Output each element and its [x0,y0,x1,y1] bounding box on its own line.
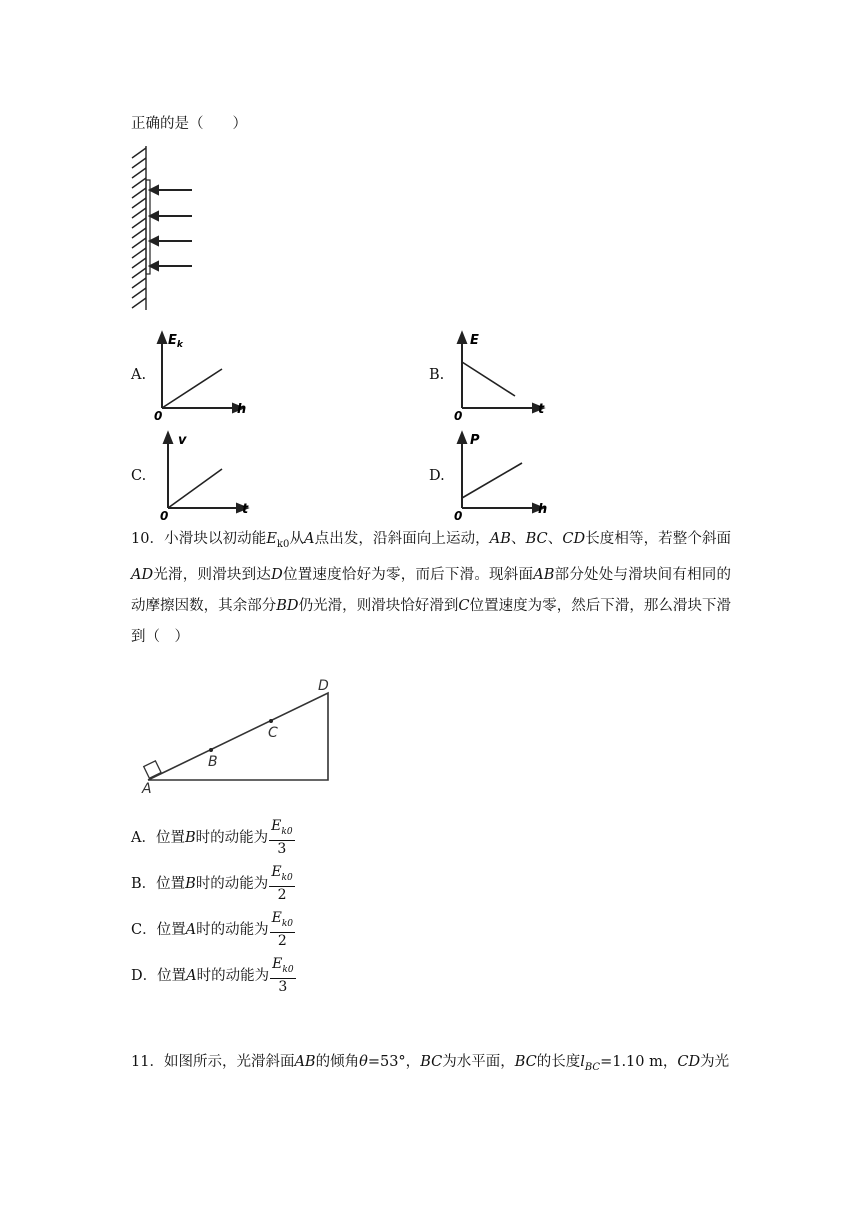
q9-option-a-letter: A. [131,367,147,383]
svg-text:P: P [470,433,480,448]
svg-text:t: t [242,502,249,517]
q9-option-d-graph [450,428,555,520]
q10-option-a: A．位置B时的动能为 $\frac{E_{k0}}{3}$ [131,818,293,857]
svg-text:h: h [538,502,548,517]
q10-option-b: B．位置B时的动能为 $\frac{E_{k0}}{2}$ [131,864,293,903]
svg-text:D: D [318,678,329,694]
svg-text:C: C [268,725,278,741]
svg-text:A: A [142,781,152,797]
svg-text:Ek: $E_k$ [168,333,183,350]
svg-text:0: 0 [154,409,163,420]
q11-stem: 11．如图所示，光滑斜面AB的倾角θ=53°，BC为水平面，BC的长度$l_{BC}=1.10$ m，CD为光 [131,1054,730,1073]
q9-option-b-letter: B. [429,367,445,383]
q10-stem: 10．小滑块以初动能$E_{k0}$从A点出发，沿斜面向上运动，AB、BC、CD长度相等，若整个斜面AD光滑，则滑块到达D位置速度恰好为零，而后下滑。现斜面AB部分处处与滑块间有相同的动摩擦因数，其余部分BD仍光滑，则滑块恰好滑到C位置速度为零，然后下滑，那么滑块下滑到（ ） [131,531,732,645]
q9-option-b-graph [450,328,555,420]
q9-option-a-graph [150,328,255,420]
svg-text:E: E [470,333,479,348]
q9-option-c-graph [154,428,259,520]
q9-stem-tail: 正确的是（ ） [131,116,247,132]
svg-text:h: h [237,402,247,417]
svg-text:0: 0 [454,409,463,420]
svg-text:v: v [178,433,187,448]
q9-option-c-letter: C. [131,468,147,484]
svg-text:0: 0 [454,509,463,520]
svg-text:B: B [208,754,218,770]
q9-option-d-letter: D. [429,468,445,484]
q10-option-d: D．位置A时的动能为 $\frac{E_{k0}}{3}$ [131,956,294,995]
q10-option-c: C．位置A时的动能为 $\frac{E_{k0}}{2}$ [131,910,294,949]
svg-text:0: 0 [160,509,169,520]
incline-figure [138,673,343,798]
wall-force-figure [128,144,198,312]
svg-text:t: t [538,402,545,417]
